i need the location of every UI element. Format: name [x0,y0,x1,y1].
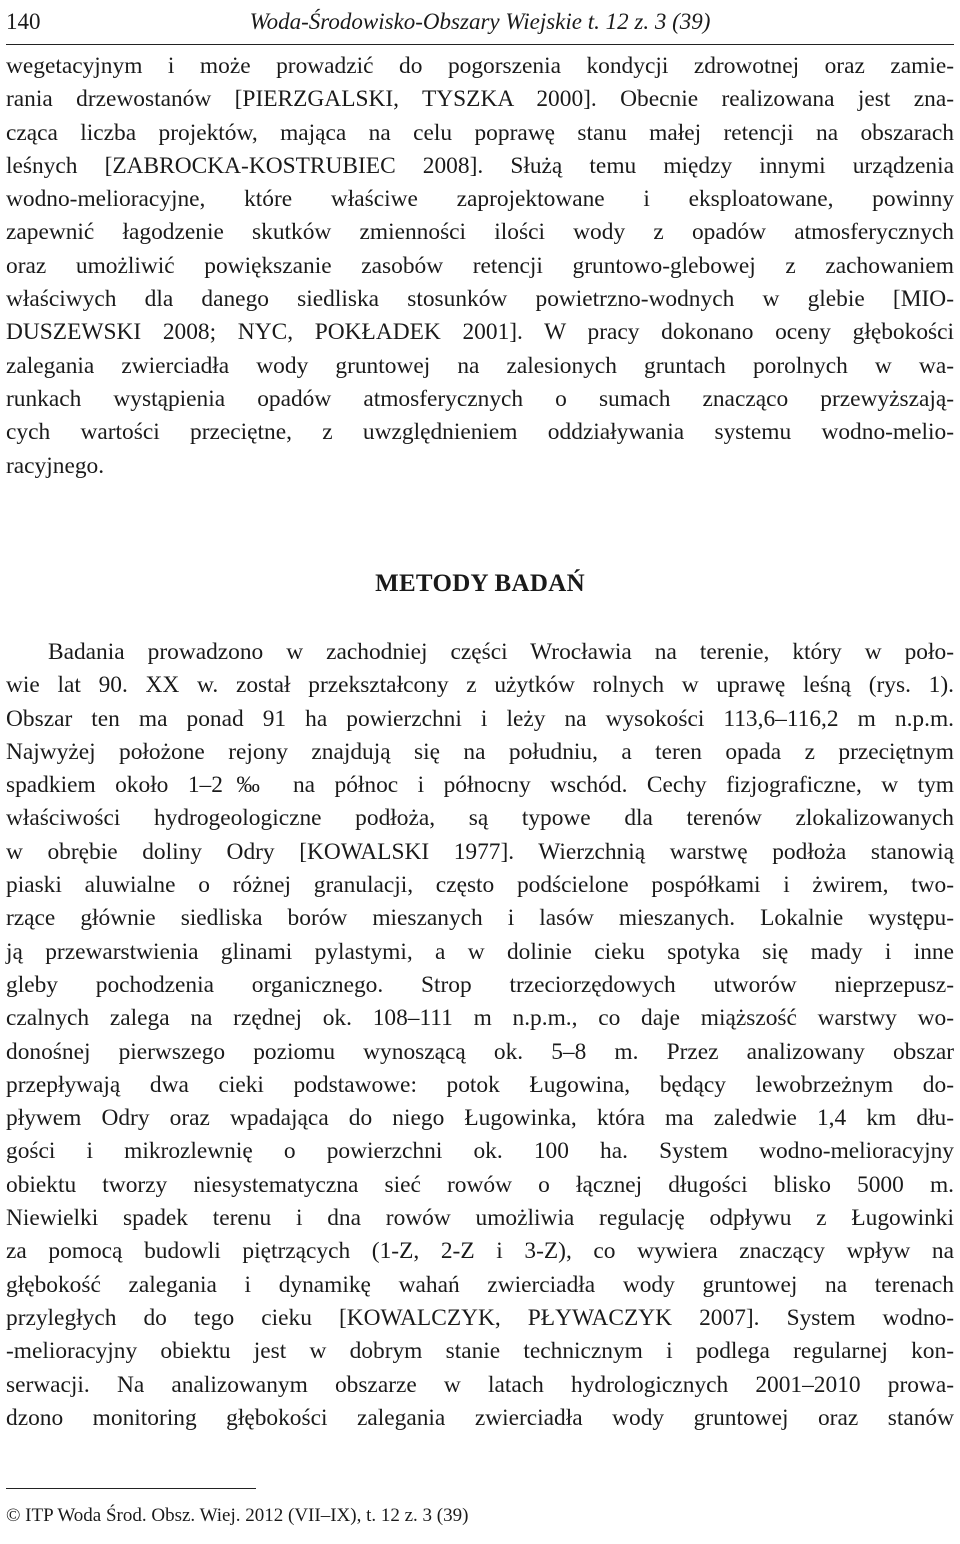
text-line: spadkiem około 1–2‰ na północ i północny wschód. Cechy fizjograficzne, w tym [6,772,954,799]
text-line: rzące głównie siedliska borów mieszanych i lasów mieszanych. Lokalnie występu- [6,905,954,932]
text-line: wie lat 90. XX w. został przekształcony z użytków rolnych w uprawę leśną (rys. 1). [6,672,954,699]
text-line: racyjnego. [6,452,105,479]
text-line: Niewielki spadek terenu i dna rowów umożliwia regulację odpływu z Ługowinki [6,1205,954,1232]
text-line: za pomocą budowli piętrzących (1-Z, 2-Z i 3-Z), co wywiera znaczący wpływ na [6,1238,954,1265]
text-line: serwacji. Na analizowanym obszarze w latach hydrologicznych 2001–2010 prowa- [6,1371,954,1398]
text-line: leśnych [ZABROCKA-KOSTRUBIEC 2008]. Służą temu między innymi urządzenia [6,152,954,179]
text-line: gości i mikrozlewnię o powierzchni ok. 100 ha. System wodno-melioracyjny [6,1138,954,1165]
copyright-footer: © ITP Woda Środ. Obsz. Wiej. 2012 (VII–IX), t. 12 z. 3 (39) [6,1505,469,1526]
text-line: Badania prowadzono w zachodniej części Wrocławia na terenie, który w poło- [48,639,954,665]
running-header [6,2,954,45]
text-line: -melioracyjny obiektu jest w dobrym stanie technicznym i podlega regularnej kon- [6,1338,954,1365]
text-line: cząca liczba projektów, mająca na celu poprawę stanu małej retencji na obszarach [6,119,954,146]
text-line: ją przewarstwienia glinami pylastymi, a w dolinie cieku spotyka się mady i inne [6,938,954,965]
text-line: pływem Odry oraz wpadająca do niego Ługowinka, która ma zaledwie 1,4 km dłu- [6,1105,954,1132]
text-line: gleby pochodzenia organicznego. Strop trzeciorzędowych utworów nieprzepusz- [6,971,954,998]
journal-title: Woda-Środowisko-Obszary Wiejskie t. 12 z. 3 (39) [249,9,711,34]
text-line: właściwości hydrogeologiczne podłoża, są typowe dla terenów zlokalizowanych [6,805,954,832]
text-line: czalnych zalega na rzędnej ok. 108–111 m n.p.m., co daje miąższość warstwy wo- [6,1005,954,1032]
text-line: cych wartości przeciętne, z uwzględnieniem oddziaływania systemu wodno-melio- [6,419,954,446]
methods-paragraph [6,636,954,1435]
text-line: zalegania zwierciadła wody gruntowej na zalesionych gruntach porolnych w wa- [6,352,954,379]
text-line: DUSZEWSKI 2008; NYC, POKŁADEK 2001]. W pracy dokonano oceny głębokości [6,319,954,346]
text-line: donośnej pierwszego poziomu wynoszącą ok. 5–8 m. Przez analizowany obszar [6,1038,954,1065]
text-line: zapewnić łagodzenie skutków zmienności ilości wody z opadów atmosferycznych [6,219,954,246]
text-line: wegetacyjnym i może prowadzić do pogorszenia kondycji zdrowotnej oraz zamie- [6,53,954,79]
footer-divider [6,1488,256,1489]
text-line: rania drzewostanów [PIERZGALSKI, TYSZKA 2000]. Obecnie realizowana jest zna- [6,86,954,113]
intro-paragraph [6,50,954,483]
text-line: Najwyżej położone rejony znajdują się na południu, a teren opada z przeciętnym [6,738,954,765]
text-line: głębokość zalegania i dynamikę wahań zwierciadła wody gruntowej na terenach [6,1271,954,1298]
page-number: 140 [6,9,41,34]
text-line: wodno-melioracyjne, które właściwe zaprojektowane i eksploatowane, powinny [6,186,954,213]
text-line: przyległych do tego cieku [KOWALCZYK, PŁYWACZYK 2007]. System wodno- [6,1304,954,1331]
text-line: oraz umożliwić powiększanie zasobów retencji gruntowo-glebowej z zachowaniem [6,252,954,279]
text-line: właściwych dla danego siedliska stosunków powietrzno-wodnych w glebie [MIO- [6,286,954,313]
text-line: piaski aluwialne o różnej granulacji, często podścielone pospółkami i żwirem, two- [6,872,954,899]
text-line: Obszar ten ma ponad 91 ha powierzchni i leży na wysokości 113,6–116,2 m n.p.m. [6,705,954,732]
text-line: obiektu tworzy niesystematyczna sieć rowów o łącznej długości blisko 5000 m. [6,1171,954,1198]
text-line: runkach wystąpienia opadów atmosferycznych o sumach znacząco przewyższają- [6,385,954,412]
section-heading: METODY BADAŃ [375,570,585,597]
text-line: przepływają dwa cieki podstawowe: potok Ługowina, będący lewobrzeżnym do- [6,1071,954,1098]
text-line: w obrębie doliny Odry [KOWALSKI 1977]. Wierzchnią warstwę podłoża stanowią [6,838,954,865]
text-line: dzono monitoring głębokości zalegania zwierciadła wody gruntowej oraz stanów [6,1404,954,1431]
